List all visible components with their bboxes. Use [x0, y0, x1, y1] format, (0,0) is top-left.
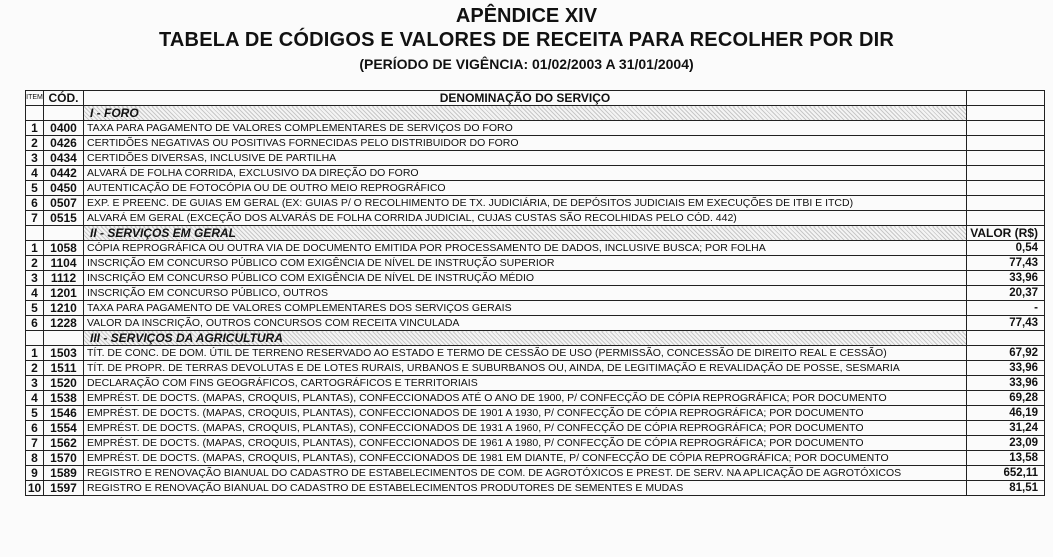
- table-row: [26, 376, 1045, 391]
- item-number: 5: [26, 181, 44, 196]
- revenue-code: 1210: [44, 301, 84, 316]
- table-row: [26, 256, 1045, 271]
- column-header-cod: CÓD.: [44, 91, 84, 106]
- item-number: 4: [26, 166, 44, 181]
- table-row: [26, 196, 1045, 211]
- table-row: [26, 271, 1045, 286]
- item-number: 2: [26, 136, 44, 151]
- item-number: 3: [26, 271, 44, 286]
- item-number: 10: [26, 481, 44, 496]
- service-description: CÓPIA REPROGRÁFICA OU OUTRA VIA DE DOCUMENTO EMITIDA POR PROCESSAMENTO DE DADOS, INCLUSIVE BUSCA; POR FOLHA: [84, 241, 967, 256]
- value-blank: [967, 151, 1045, 166]
- table-row: [26, 436, 1045, 451]
- column-header-description: DENOMINAÇÃO DO SERVIÇO: [84, 91, 967, 106]
- item-number: 2: [26, 256, 44, 271]
- service-value: 33,96: [967, 376, 1045, 391]
- service-value: 67,92: [967, 346, 1045, 361]
- service-description: ALVARÁ DE FOLHA CORRIDA, EXCLUSIVO DA DIREÇÃO DO FORO: [84, 166, 967, 181]
- service-description: EMPRÉST. DE DOCTS. (MAPAS, CROQUIS, PLANTAS), CONFECCIONADOS DE 1961 A 1980, P/ CONFECÇÃO DE CÓPIA REPROGRÁFICA; POR DOCUMENTO: [84, 436, 967, 451]
- table-row: [26, 466, 1045, 481]
- service-description: INSCRIÇÃO EM CONCURSO PÚBLICO, OUTROS: [84, 286, 967, 301]
- value-blank: [967, 136, 1045, 151]
- service-value: 77,43: [967, 256, 1045, 271]
- revenue-code: 1511: [44, 361, 84, 376]
- validity-period: (PERÍODO DE VIGÊNCIA: 01/02/2003 A 31/01/2004): [359, 56, 694, 72]
- service-description: INSCRIÇÃO EM CONCURSO PÚBLICO COM EXIGÊNCIA DE NÍVEL DE INSTRUÇÃO SUPERIOR: [84, 256, 967, 271]
- service-description: TÍT. DE PROPR. DE TERRAS DEVOLUTAS E DE LOTES RURAIS, URBANOS E SUBURBANOS OU, AINDA, DE LEGITIMAÇÃO E REVALIDAÇÃO DE POSSE, SESMARIA: [84, 361, 967, 376]
- service-value: 652,11: [967, 466, 1045, 481]
- revenue-code: 1597: [44, 481, 84, 496]
- service-description: DECLARAÇÃO COM FINS GEOGRÁFICOS, CARTOGRÁFICOS E TERRITORIAIS: [84, 376, 967, 391]
- section-cod-blank: [44, 331, 84, 346]
- item-number: 7: [26, 211, 44, 226]
- column-header-blank: [967, 91, 1045, 106]
- table-row: [26, 301, 1045, 316]
- service-value: 77,43: [967, 316, 1045, 331]
- service-description: TAXA PARA PAGAMENTO DE VALORES COMPLEMENTARES DE SERVIÇOS DO FORO: [84, 121, 967, 136]
- revenue-code: 1570: [44, 451, 84, 466]
- table-row: [26, 121, 1045, 136]
- table-header-row: [26, 91, 1045, 106]
- column-header-valor: VALOR (R$): [967, 226, 1045, 241]
- table-row: [26, 361, 1045, 376]
- revenue-code: 1112: [44, 271, 84, 286]
- section-title: III - SERVIÇOS DA AGRICULTURA: [84, 331, 967, 346]
- service-description: EMPRÉST. DE DOCTS. (MAPAS, CROQUIS, PLANTAS), CONFECCIONADOS DE 1931 A 1960, P/ CONFECÇÃO DE CÓPIA REPROGRÁFICA; POR DOCUMENTO: [84, 421, 967, 436]
- table-row: [26, 451, 1045, 466]
- table-row: [26, 316, 1045, 331]
- revenue-code: 0400: [44, 121, 84, 136]
- table-row: [26, 481, 1045, 496]
- item-number: 4: [26, 286, 44, 301]
- value-blank: [967, 181, 1045, 196]
- item-number: 3: [26, 151, 44, 166]
- item-number: 8: [26, 451, 44, 466]
- item-number: 6: [26, 196, 44, 211]
- service-value: 31,24: [967, 421, 1045, 436]
- item-number: 1: [26, 346, 44, 361]
- service-value: 23,09: [967, 436, 1045, 451]
- service-value: -: [967, 301, 1045, 316]
- section-valor-blank: [967, 106, 1045, 121]
- service-description: ALVARÁ EM GERAL (EXCEÇÃO DOS ALVARÁS DE FOLHA CORRIDA JUDICIAL, CUJAS CUSTAS SÃO RECOLHIDAS PELO CÓD. 442): [84, 211, 967, 226]
- table-subtitle: TABELA DE CÓDIGOS E VALORES DE RECEITA PARA RECOLHER POR DIR: [158, 29, 894, 51]
- revenue-code: 0515: [44, 211, 84, 226]
- value-blank: [967, 196, 1045, 211]
- revenue-code: 1562: [44, 436, 84, 451]
- item-number: 5: [26, 301, 44, 316]
- column-header-item: ITEM: [26, 91, 44, 106]
- service-description: EMPRÉST. DE DOCTS. (MAPAS, CROQUIS, PLANTAS), CONFECCIONADOS ATÉ O ANO DE 1900, P/ CONFECÇÃO DE CÓPIA REPROGRÁFICA; POR DOCUMENTO: [84, 391, 967, 406]
- section-item-blank: [26, 106, 44, 121]
- section-header-row: [26, 331, 1045, 346]
- item-number: 7: [26, 436, 44, 451]
- item-number: 6: [26, 421, 44, 436]
- item-number: 1: [26, 241, 44, 256]
- revenue-code: 0450: [44, 181, 84, 196]
- table-row: [26, 286, 1045, 301]
- service-value: 81,51: [967, 481, 1045, 496]
- service-description: CERTIDÕES DIVERSAS, INCLUSIVE DE PARTILHA: [84, 151, 967, 166]
- section-item-blank: [26, 331, 44, 346]
- item-number: 4: [26, 391, 44, 406]
- section-title: I - FORO: [84, 106, 967, 121]
- revenue-code: 1228: [44, 316, 84, 331]
- service-description: TAXA PARA PAGAMENTO DE VALORES COMPLEMENTARES DOS SERVIÇOS GERAIS: [84, 301, 967, 316]
- service-description: VALOR DA INSCRIÇÃO, OUTROS CONCURSOS COM RECEITA VINCULADA: [84, 316, 967, 331]
- value-blank: [967, 121, 1045, 136]
- service-value: 69,28: [967, 391, 1045, 406]
- service-value: 20,37: [967, 286, 1045, 301]
- table-row: [26, 136, 1045, 151]
- service-description: REGISTRO E RENOVAÇÃO BIANUAL DO CADASTRO DE ESTABELECIMENTOS DE COM. DE AGROTÓXICOS E PREST. DE SERV. NA APLICAÇÃO DE AGROTÓXICOS: [84, 466, 967, 481]
- service-description: EMPRÉST. DE DOCTS. (MAPAS, CROQUIS, PLANTAS), CONFECCIONADOS DE 1901 A 1930, P/ CONFECÇÃO DE CÓPIA REPROGRÁFICA; POR DOCUMENTO: [84, 406, 967, 421]
- revenue-code: 0507: [44, 196, 84, 211]
- item-number: 1: [26, 121, 44, 136]
- value-blank: [967, 211, 1045, 226]
- section-cod-blank: [44, 106, 84, 121]
- service-value: 33,96: [967, 271, 1045, 286]
- service-description: INSCRIÇÃO EM CONCURSO PÚBLICO COM EXIGÊNCIA DE NÍVEL DE INSTRUÇÃO MÉDIO: [84, 271, 967, 286]
- table-row: [26, 391, 1045, 406]
- service-description: REGISTRO E RENOVAÇÃO BIANUAL DO CADASTRO DE ESTABELECIMENTOS PRODUTORES DE SEMENTES E MUDAS: [84, 481, 967, 496]
- section-cod-blank: [44, 226, 84, 241]
- revenue-code: 1520: [44, 376, 84, 391]
- value-blank: [967, 166, 1045, 181]
- section-title: II - SERVIÇOS EM GERAL: [84, 226, 967, 241]
- revenue-code: 1201: [44, 286, 84, 301]
- appendix-title: APÊNDICE XIV: [455, 5, 598, 27]
- table-row: [26, 211, 1045, 226]
- revenue-code: 1554: [44, 421, 84, 436]
- service-value: 33,96: [967, 361, 1045, 376]
- service-description: EMPRÉST. DE DOCTS. (MAPAS, CROQUIS, PLANTAS), CONFECCIONADOS DE 1981 EM DIANTE, P/ CONFECÇÃO DE CÓPIA REPROGRÁFICA; POR DOCUMENTO: [84, 451, 967, 466]
- section-valor-blank: [967, 331, 1045, 346]
- table-row: [26, 241, 1045, 256]
- revenue-code: 0434: [44, 151, 84, 166]
- table-row: [26, 181, 1045, 196]
- revenue-code: 1538: [44, 391, 84, 406]
- revenue-code: 1546: [44, 406, 84, 421]
- section-header-row: [26, 226, 1045, 241]
- service-value: 46,19: [967, 406, 1045, 421]
- table-row: [26, 166, 1045, 181]
- revenue-code: 0426: [44, 136, 84, 151]
- revenue-code: 1104: [44, 256, 84, 271]
- revenue-code: 1058: [44, 241, 84, 256]
- item-number: 2: [26, 361, 44, 376]
- codes-table: [25, 90, 1045, 496]
- revenue-code: 0442: [44, 166, 84, 181]
- item-number: 6: [26, 316, 44, 331]
- service-description: TÍT. DE CONC. DE DOM. ÚTIL DE TERRENO RESERVADO AO ESTADO E TERMO DE CESSÃO DE USO (PERMISSÃO, CONCESSÃO DE DIREITO REAL E CESSÃO): [84, 346, 967, 361]
- section-header-row: [26, 106, 1045, 121]
- table-row: [26, 406, 1045, 421]
- revenue-code: 1503: [44, 346, 84, 361]
- item-number: 5: [26, 406, 44, 421]
- service-description: AUTENTICAÇÃO DE FOTOCÓPIA OU DE OUTRO MEIO REPROGRÁFICO: [84, 181, 967, 196]
- table-row: [26, 421, 1045, 436]
- service-description: EXP. E PREENC. DE GUIAS EM GERAL (EX: GUIAS P/ O RECOLHIMENTO DE TX. JUDICIÁRIA, DE DEPÓSITOS JUDICIAIS EM EXECUÇÕES DE ITBI E ITCD): [84, 196, 967, 211]
- service-description: CERTIDÕES NEGATIVAS OU POSITIVAS FORNECIDAS PELO DISTRIBUIDOR DO FORO: [84, 136, 967, 151]
- section-item-blank: [26, 226, 44, 241]
- revenue-code: 1589: [44, 466, 84, 481]
- service-value: 13,58: [967, 451, 1045, 466]
- service-value: 0,54: [967, 241, 1045, 256]
- table-row: [26, 346, 1045, 361]
- item-number: 3: [26, 376, 44, 391]
- table-row: [26, 151, 1045, 166]
- item-number: 9: [26, 466, 44, 481]
